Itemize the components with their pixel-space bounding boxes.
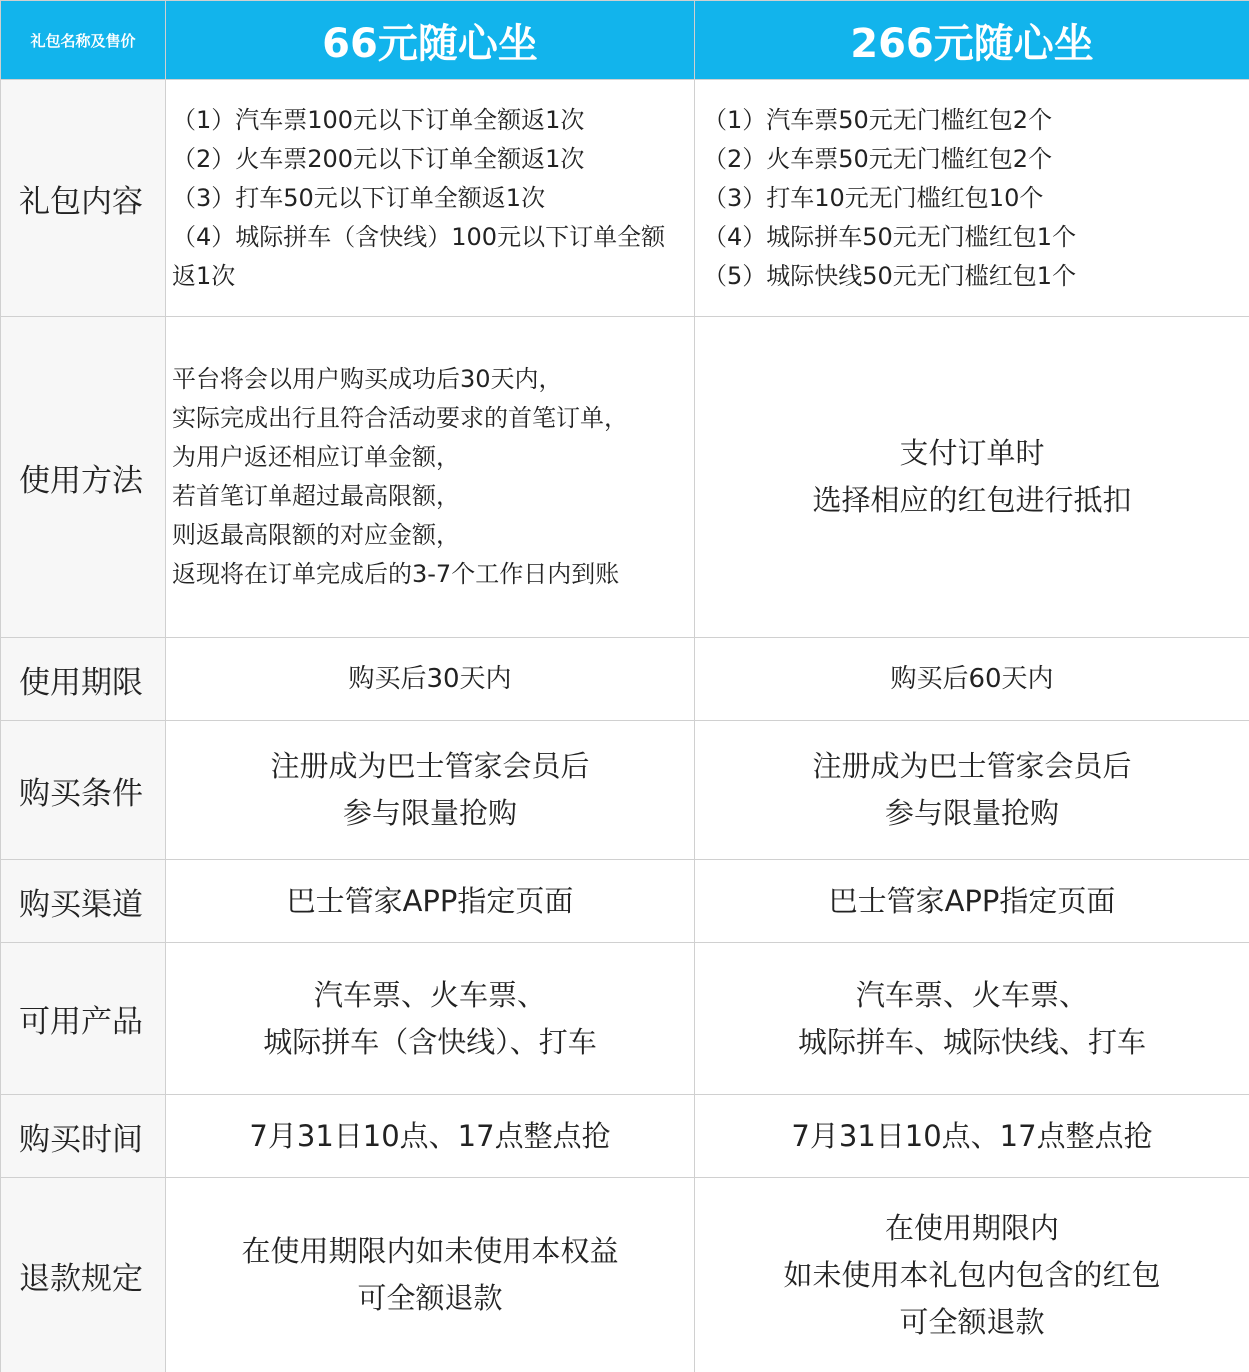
condition-cell-b [695, 721, 1249, 860]
time-cell-a: 7月31日10点、17点整点抢 [166, 1095, 695, 1178]
row-time [1, 1095, 1249, 1178]
row-label-condition: 购买条件 [1, 721, 166, 860]
row-label-products: 可用产品 [1, 943, 166, 1095]
content-a-item: （3）打车50元以下订单全额返1次 [172, 183, 546, 212]
method-a-line: 为用户返还相应订单金额， [172, 443, 460, 471]
method-b-line: 选择相应的红包进行抵扣 [812, 483, 1132, 517]
content-b-item: （1）汽车票50元无门槛红包2个 [703, 105, 1053, 134]
time-cell-b: 7月31日10点、17点整点抢 [695, 1095, 1249, 1178]
method-a-line: 若首笔订单超过最高限额， [172, 482, 460, 510]
content-a-item: （1）汽车票100元以下订单全额返1次 [172, 105, 585, 134]
condition-a-line: 注册成为巴士管家会员后 [270, 749, 590, 783]
row-label-period: 使用期限 [1, 638, 166, 721]
products-cell-b [695, 943, 1249, 1095]
method-a-line: 则返最高限额的对应金额， [172, 521, 460, 549]
content-b-item: （2）火车票50元无门槛红包2个 [703, 144, 1053, 173]
condition-b-line: 参与限量抢购 [884, 796, 1059, 830]
period-cell-b: 购买后60天内 [695, 638, 1249, 721]
condition-a-line: 参与限量抢购 [342, 796, 517, 830]
content-cell-b [695, 80, 1249, 317]
method-cell-a [166, 317, 695, 638]
content-b-item: （4）城际拼车50元无门槛红包1个 [703, 222, 1077, 251]
refund-b-line: 可全额退款 [899, 1304, 1045, 1339]
refund-a-line: 在使用期限内如未使用本权益 [241, 1234, 619, 1268]
refund-cell-a [166, 1178, 695, 1372]
row-label-time: 购买时间 [1, 1095, 166, 1178]
method-b-line: 支付订单时 [899, 436, 1045, 470]
products-b-line: 汽车票、火车票、 [855, 977, 1088, 1012]
refund-cell-b [695, 1178, 1249, 1372]
channel-cell-b: 巴士管家APP指定页面 [695, 860, 1249, 943]
corner-label: 礼包名称及售价 [1, 1, 166, 80]
products-a-line: 汽车票、火车票、 [313, 977, 546, 1012]
row-label-method: 使用方法 [1, 317, 166, 638]
refund-b-line: 如未使用本礼包内包含的红包 [783, 1257, 1161, 1292]
condition-cell-a [166, 721, 695, 860]
row-method [1, 317, 1249, 638]
content-b-item: （5）城际快线50元无门槛红包1个 [703, 261, 1077, 290]
row-content [1, 80, 1249, 317]
condition-b-line: 注册成为巴士管家会员后 [812, 749, 1132, 783]
row-label-content: 礼包内容 [1, 80, 166, 317]
refund-a-line: 可全额退款 [357, 1281, 503, 1315]
row-label-channel: 购买渠道 [1, 860, 166, 943]
products-a-line: 城际拼车（含快线）、打车 [263, 1024, 597, 1059]
header-row [1, 1, 1249, 80]
products-cell-a [166, 943, 695, 1095]
products-b-line: 城际拼车、城际快线、打车 [797, 1024, 1146, 1059]
row-products [1, 943, 1249, 1095]
content-a-item: （2）火车票200元以下订单全额返1次 [172, 144, 585, 173]
method-a-line: 平台将会以用户购买成功后30天内， [172, 365, 563, 393]
content-b-item: （3）打车10元无门槛红包10个 [703, 183, 1044, 212]
row-period [1, 638, 1249, 721]
content-a-item: （4）城际拼车（含快线）100元以下订单全额返1次 [172, 222, 666, 290]
plan-a-title: 66元随心坐 [166, 1, 695, 80]
plan-b-title: 266元随心坐 [695, 1, 1249, 80]
method-cell-b [695, 317, 1249, 638]
row-condition [1, 721, 1249, 860]
refund-b-line: 在使用期限内 [884, 1210, 1059, 1245]
content-cell-a [166, 80, 695, 317]
channel-cell-a: 巴士管家APP指定页面 [166, 860, 695, 943]
method-a-line: 返现将在订单完成后的3-7个工作日内到账 [172, 560, 620, 588]
row-channel [1, 860, 1249, 943]
row-label-refund: 退款规定 [1, 1178, 166, 1372]
period-cell-a: 购买后30天内 [166, 638, 695, 721]
method-a-line: 实际完成出行且符合活动要求的首笔订单， [172, 404, 628, 432]
row-refund [1, 1178, 1249, 1372]
